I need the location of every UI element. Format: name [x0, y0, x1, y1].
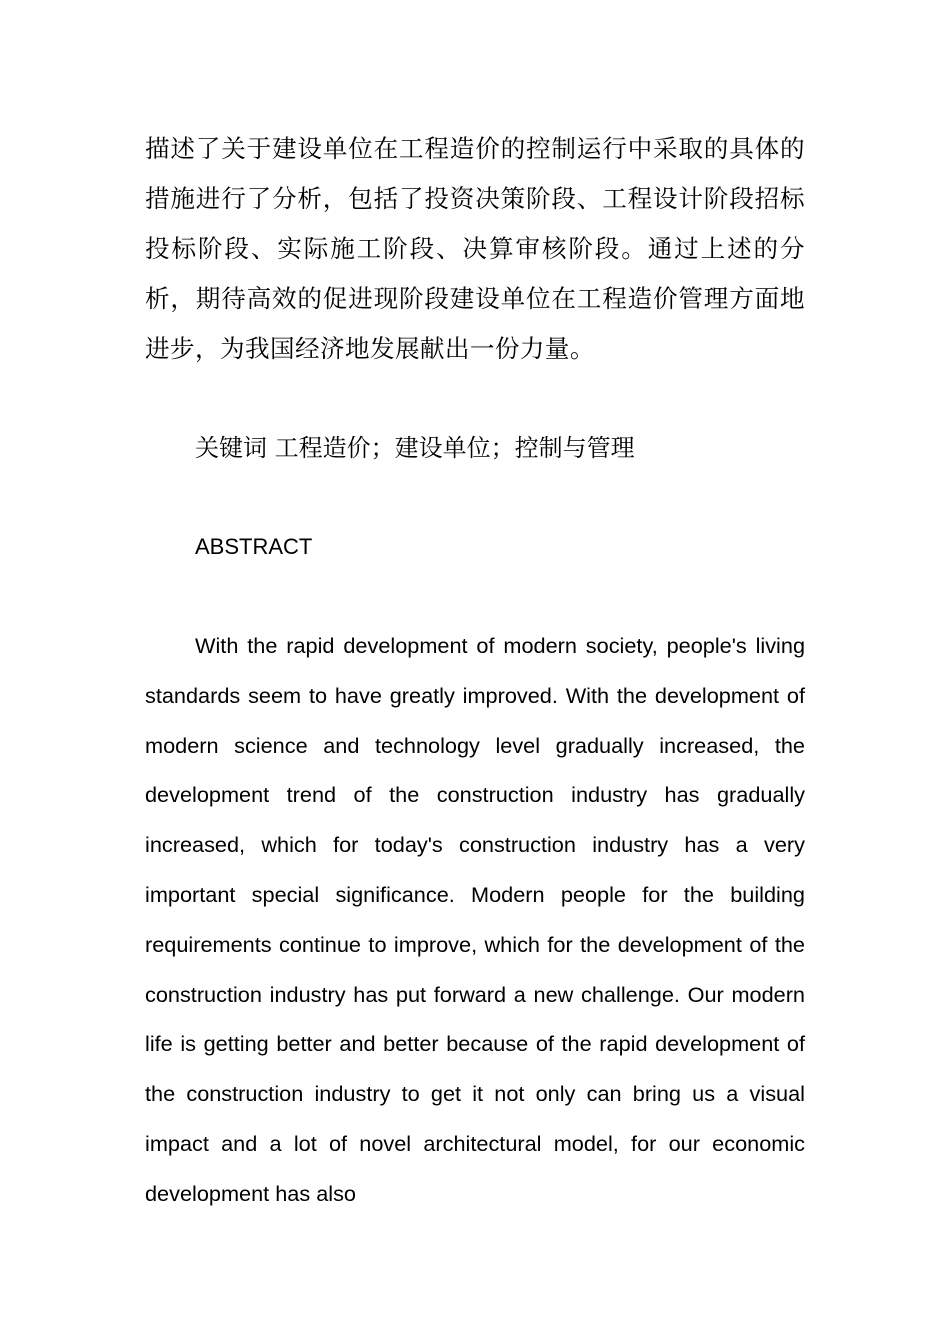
english-abstract-paragraph: With the rapid development of modern society, people's living standards seem to have greatly improved. With the development of modern science and technology level gradually increased, the development trend of the construction industry has gradually increased, which for today's construction industry has a very important special significance. Modern people for the building requirements continue to improve, which for the development of the construction industry has put forward a new challenge. Our modern life is getting better and better because of the rapid development of the construction industry to get it not only can bring us a visual impact and a lot of novel architectural model, for our economic development has also [145, 633, 805, 1206]
abstract-heading: ABSTRACT [195, 534, 313, 559]
chinese-abstract-paragraph: 描述了关于建设单位在工程造价的控制运行中采取的具体的措施进行了分析，包括了投资决策阶段、工程设计阶段招标投标阶段、实际施工阶段、决算审核阶段。通过上述的分析，期待高效的促进现阶段建设单位在工程造价管理方面地进步，为我国经济地发展献出一份力量。 [145, 134, 805, 363]
keywords-line: 关键词 工程造价；建设单位；控制与管理 [195, 434, 635, 462]
